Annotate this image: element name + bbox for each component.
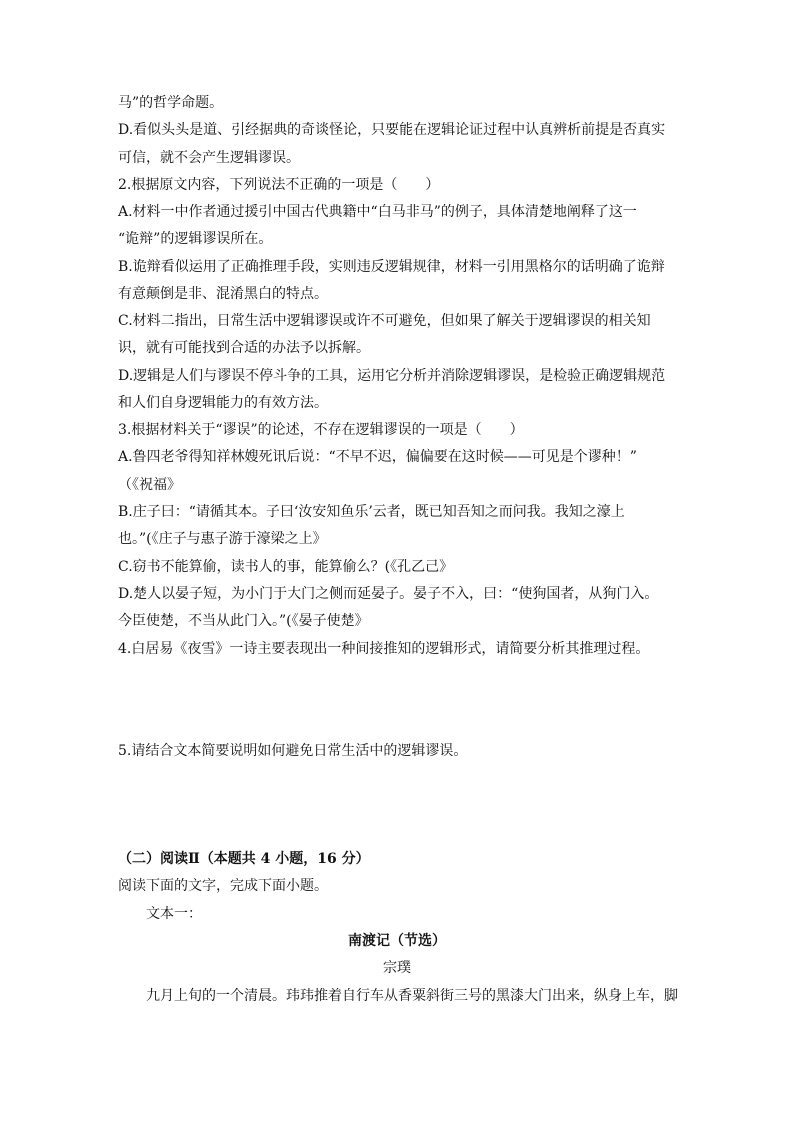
section-instruction: 阅读下面的文字，完成下面小题。 [118,878,328,894]
text-line: 马”的哲学命题。 [118,95,224,111]
text-line: 今臣使楚，不当从此门入。”(《晏子使楚》 [118,613,369,629]
option-b: B.诡辩看似运用了正确推理手段，实则违反逻辑规律，材料一引用黑格尔的话明确了诡辩 [118,259,665,275]
option-a: A.材料一中作者通过援引中国古代典籍中“白马非马”的例子，具体清楚地阐释了这一 [118,204,637,220]
option-b: B.庄子曰：“请循其本。子曰‘汝安知鱼乐’云者，既已知吾知之而问我。我知之濠上 [118,504,625,520]
text-line: 也。”(《庄子与惠子游于濠梁之上》 [118,531,327,547]
text-label: 文本一： [146,906,202,922]
article-first-line: 九月上旬的一个清晨。玮玮推着自行车从香粟斜街三号的黑漆大门出来，纵身上车，脚 [146,988,678,1004]
question-5: 5.请结合文本简要说明如何避免日常生活中的逻辑谬误。 [118,743,468,759]
question-4: 4.白居易《夜雪》一诗主要表现出一种间接推知的逻辑形式，请简要分析其推理过程。 [118,641,650,657]
question-2: 2.根据原文内容，下列说法不正确的一项是（ ） [118,177,440,193]
article-title: 南渡记（节选） [348,933,446,949]
question-3: 3.根据材料关于“谬误”的论述，不存在逻辑谬误的一项是（ ） [118,422,524,438]
text-line: 有意颠倒是非、混淆黑白的特点。 [118,286,328,302]
option-c: C.窃书不能算偷，读书人的事，能算偷么？(《孔乙己》 [118,559,454,575]
text-line: 识，就有可能找到合适的办法予以拆解。 [118,340,370,356]
option-d: D.楚人以晏子短，为小门于大门之侧而延晏子。晏子不入，曰：“使狗国者，从狗门入。 [118,586,659,602]
article-author: 宗璞 [383,960,411,976]
option-a: A.鲁四老爷得知祥林嫂死讯后说：“不早不迟，偏偏要在这时候——可见是个谬种！” [118,449,637,465]
option-d: D.逻辑是人们与谬误不停斗争的工具，运用它分析并消除逻辑谬误，是检验正确逻辑规范 [118,368,666,384]
text-line: 可信，就不会产生逻辑谬误。 [118,150,300,166]
text-line: 和人们自身逻辑能力的有效方法。 [118,395,328,411]
section-title: （二）阅读Ⅱ（本题共 4 小题，16 分） [118,851,370,867]
option-c: C.材料二指出，日常生活中逻辑谬误或许不可避免，但如果了解关于逻辑谬误的相关知 [118,313,651,329]
text-line: （《祝福》 [118,477,181,493]
text-line: “诡辩”的逻辑谬误所在。 [118,231,273,247]
text-line: D.看似头头是道、引经据典的奇谈怪论，只要能在逻辑论证过程中认真辨析前提是否真实 [118,122,666,138]
